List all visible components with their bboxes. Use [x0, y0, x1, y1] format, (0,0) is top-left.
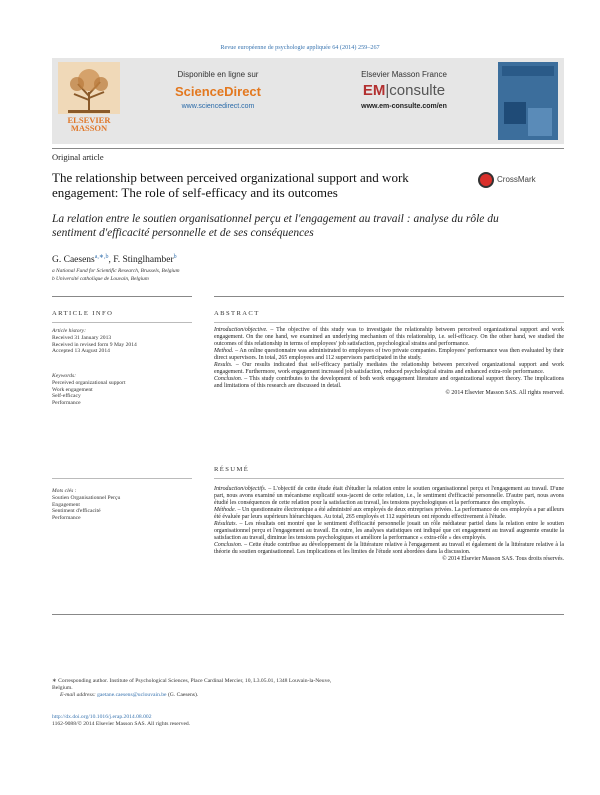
abstract-heading: ABSTRACT — [214, 310, 260, 317]
crossmark-icon — [478, 172, 494, 188]
crossmark-label: CrossMark — [497, 175, 536, 184]
sciencedirect-block — [128, 64, 308, 134]
em-consulte-label: Elsevier Masson France — [361, 70, 447, 79]
history-item: Received in revised form 9 May 2014 — [52, 341, 137, 348]
abstract-conclusion: – This study contributes to the development of both work engagement literature and organizational support theory. The implications and limitations of this research are discussed in detail. — [214, 376, 564, 390]
sciencedirect-url[interactable]: www.sciencedirect.com — [181, 103, 255, 110]
abstract-objective-label: Introduction/objective. — [214, 327, 268, 333]
crossmark-button[interactable] — [478, 172, 564, 190]
author-name: G. Caesens — [52, 255, 95, 266]
doi-block — [52, 714, 352, 728]
email-label: E-mail address: — [60, 692, 98, 699]
article-info-subdivider — [52, 322, 192, 323]
abstract-method: – An online questionnaire was administrated to employees of two private companies. Employees' performance was then evaluated by their direct supervisors. In total, 265 employees and 112 supervisors participated in the study. — [214, 348, 564, 362]
affiliation-item: a National Fund for Scientific Research, Brussels, Belgium — [52, 268, 180, 274]
em-brand-em: EM — [362, 82, 386, 99]
em-consulte-block — [320, 64, 488, 134]
em-consulte-url[interactable]: www.em-consulte.com/en — [361, 103, 447, 110]
resume-heading: RÉSUMÉ — [214, 466, 250, 473]
corresponding-text: ∗ Corresponding author. Institute of Psychological Sciences, Place Cardinal Mercier, 10, L3.05.01, 1348 Louvain-la-Neuve, Belgium. — [52, 678, 332, 692]
resume-results: – Les résultats ont montré que le sentiment d'efficacité personnelle jouait un rôle médiateur partiel dans la relation entre le soutien organisationnel perçu et l'engagement au travail. En outre, les analyses statistiques ont indiqué que cet engagement au travail augmente ensuite la satisfaction au travail, diminue les tensions psychologiques et améliore la performance « extra-rôle » des employés. — [214, 521, 564, 542]
affiliation-item: b Université catholique de Louvain, Belgium — [52, 275, 149, 282]
footer-divider — [52, 614, 564, 615]
resume-method-label: Méthode. — [214, 507, 237, 514]
history-item: Accepted 13 August 2014 — [52, 348, 110, 355]
mots-cles-block — [52, 488, 192, 522]
resume-conclusion-label: Conclusion. — [214, 542, 243, 549]
article-info-divider — [52, 296, 192, 297]
abstract-results-label: Results. — [214, 362, 233, 369]
article-type: Original article — [52, 152, 104, 162]
author-list — [52, 253, 177, 265]
keyword-item: Self-efficacy — [52, 393, 81, 400]
mots-cles-label: Mots clés : — [52, 488, 77, 494]
french-title: La relation entre le soutien organisationnel perçu et l'engagement au travail : analyse du rôle du sentiment d'efficacité personnelle et de ses conséquences — [52, 213, 499, 239]
resume-objective-label: Introduction/objectifs. — [214, 486, 267, 492]
email-link[interactable]: gaetane.caesens@uclouvain.be — [97, 692, 167, 699]
resume-subdivider — [214, 478, 564, 479]
elsevier-masson-logo-text: ELSEVIER MASSON — [67, 115, 111, 133]
mot-cle-item: Sentiment d'efficacité — [52, 508, 101, 515]
sciencedirect-brand: ScienceDirect — [175, 84, 261, 99]
em-brand-rest: consulte — [389, 82, 446, 99]
keyword-item: Performance — [52, 400, 81, 407]
author-name: F. Stinglhamber — [113, 255, 174, 266]
em-consulte-brand: EM|consulte — [362, 82, 446, 99]
article-info-heading: ARTICLE INFO — [52, 310, 114, 317]
issn-text: 1162-9088/© 2014 Elsevier Masson SAS. All rights reserved. — [52, 721, 191, 728]
resume-conclusion: – Cette étude contribue au développement de la littérature relative à l'engagement au travail et également de la littérature relative à la théorie du soutien organisationnel. Les implications et les limites de l'étude sont abordées dans la discussion. — [214, 542, 564, 556]
resume-results-label: Résultats. — [214, 521, 238, 528]
journal-cover-thumbnail[interactable] — [498, 62, 558, 140]
abstract-divider — [214, 296, 564, 297]
mots-cles-subdivider — [52, 478, 192, 479]
author-separator: , — [108, 255, 114, 266]
header-divider — [52, 148, 564, 149]
keyword-item: Perceived organizational support — [52, 379, 126, 386]
resume-objective: – L'objectif de cette étude était d'étudier la relation entre le soutien organisationnel perçu et l'engagement au travail. D'une part, nous avons examiné un mécanisme explicatif sous-jacent de cette relation, i.e., le sentiment d'efficacité personnelle. D'autre part, nous avons étudié les conséquences de cette relation pour la satisfaction au travail, les tensions psychologiques et la performance des employés. — [214, 486, 564, 507]
keywords-label: Keywords: — [52, 373, 77, 379]
history-item: Received 31 January 2013 — [52, 334, 112, 341]
affiliations — [52, 268, 180, 283]
mot-cle-item: Engagement — [52, 501, 80, 508]
email-suffix: (G. Caesens). — [166, 692, 199, 699]
doi-link[interactable]: http://dx.doi.org/10.1016/j.erap.2014.08.002 — [52, 714, 152, 720]
resume-copyright: © 2014 Elsevier Masson SAS. Tous droits réservés. — [442, 556, 564, 563]
abstract-objective: – The objective of this study was to investigate the relationship between perceived organizational support and work engagement. On the one hand, we examined an underlying mechanism of this relationship, i.e. self-efficacy. On the other hand, we studied the outcomes of this relationship in terms of employees' job satisfaction, psychological strains and performance. — [214, 327, 564, 348]
abstract-body — [214, 327, 564, 397]
author-affiliation-marker[interactable]: b — [173, 254, 177, 260]
mot-cle-item: Soutien Organisationnel Perçu — [52, 494, 121, 501]
abstract-conclusion-label: Conclusion. — [214, 376, 243, 383]
abstract-subdivider — [214, 322, 564, 323]
resume-body — [214, 486, 564, 564]
article-history — [52, 328, 192, 355]
corresponding-author-footnote — [52, 678, 352, 700]
history-label: Article history: — [52, 328, 87, 334]
sciencedirect-label: Disponible en ligne sur — [177, 70, 259, 79]
journal-citation[interactable]: Revue européenne de psychologie appliquée 64 (2014) 259–267 — [220, 44, 380, 51]
article-title: The relationship between perceived organizational support and work engagement: The role of self-efficacy and its outcomes — [52, 170, 409, 200]
abstract-results: – Our results indicated that self-efficacy partially mediates the relationship between perceived organizational support and work engagement. Furthermore, work engagement increased job satisfaction, reduced psychological strains and enhanced extra-role performance. — [214, 362, 564, 376]
keyword-item: Work engagement — [52, 386, 93, 393]
abstract-method-label: Method. — [214, 348, 234, 355]
author-affiliation-marker[interactable]: a,∗,b — [94, 254, 109, 260]
resume-method: – Un questionnaire électronique a été administré aux employés de deux entreprises privées. La performance de ces employés a par ailleurs été évaluée par leurs supérieurs hiérarchiques. Au total, 265 employés et 112 supérieurs ont répondu effectivement à l'étude. — [214, 507, 564, 521]
keywords-block — [52, 373, 192, 407]
abstract-copyright: © 2014 Elsevier Masson SAS. All rights reserved. — [445, 390, 564, 397]
mot-cle-item: Performance — [52, 515, 81, 522]
